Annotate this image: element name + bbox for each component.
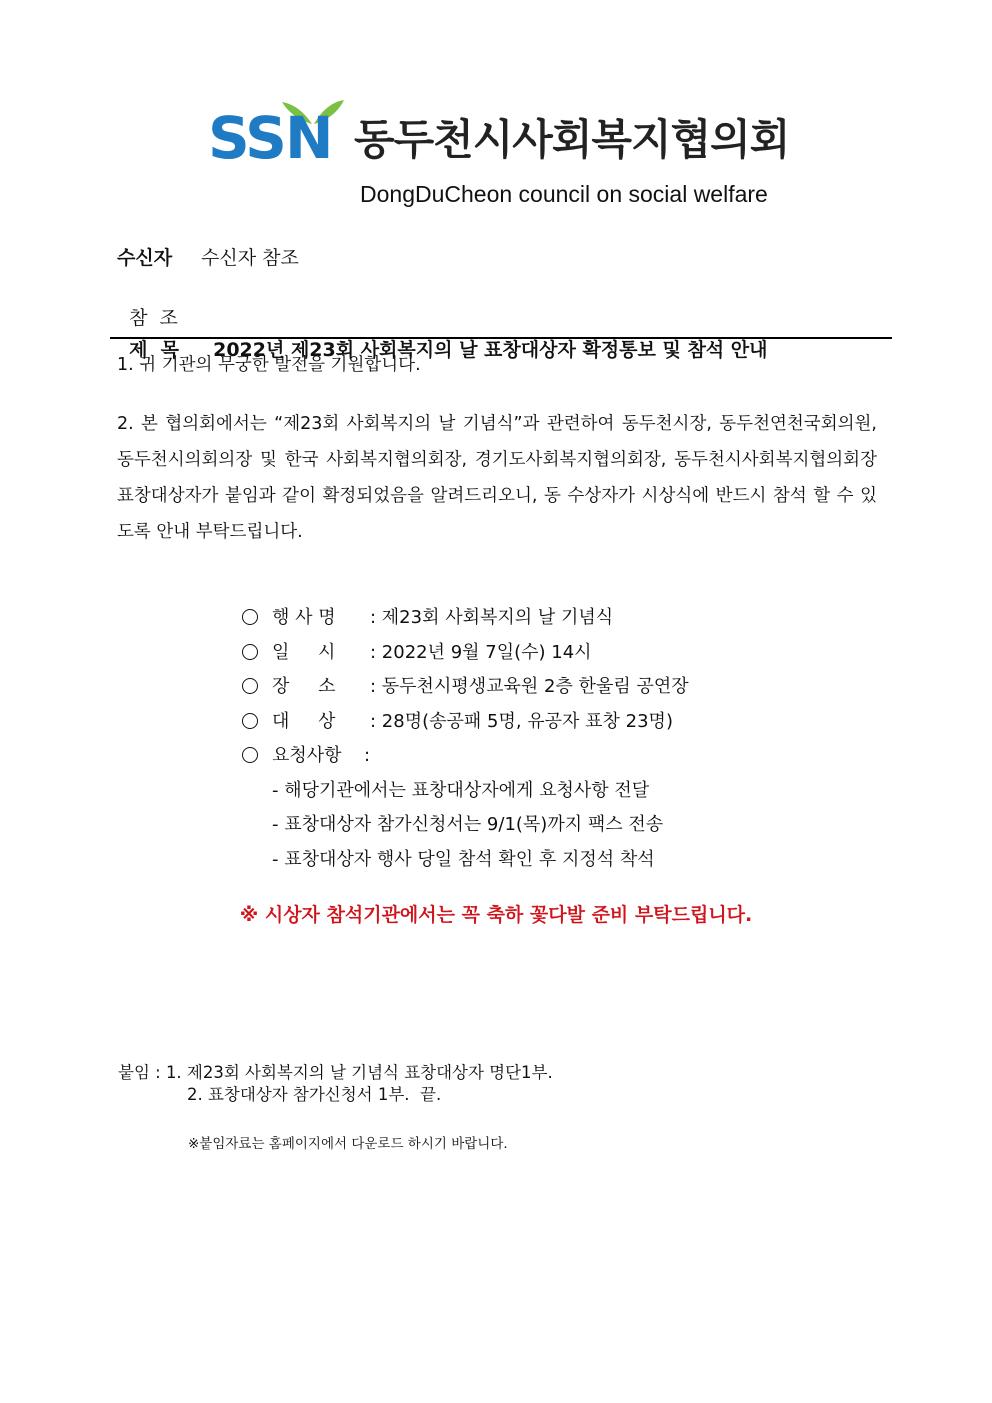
circle-bullet-icon [242, 713, 258, 729]
attachment-label: 붙임 : [118, 1063, 161, 1082]
request-item: - 해당기관에서는 표창대상자에게 요청사항 전달 [272, 779, 650, 801]
detail-item-target [242, 705, 689, 740]
header-divider [110, 337, 892, 339]
request-item: - 표창대상자 행사 당일 참석 확인 후 지정석 착석 [272, 848, 655, 870]
recipient-label: 수신자 [117, 247, 173, 269]
detail-label: 요청사항 [272, 745, 342, 766]
detail-item-location [242, 670, 689, 705]
paragraph-main: 2. 본 협의회에서는 “제23회 사회복지의 날 기념식”과 관련하여 동두천시장, 동두천연천국회의원, 동두천시의회의장 및 한국 사회복지협의회장, 경기도사회복지협의회장, 동두천시사회복지협의회장 표창대상자가 붙임과 같이 확정되었음을 알려드리오니, 동 수상자가 시상식에 반드시 참석 할 수 있도록 안내 부탁드립니다. [117, 414, 877, 542]
recipient-row [117, 245, 299, 271]
detail-label: 장 소 [272, 676, 336, 697]
subject-label: 제 목 [129, 339, 180, 361]
subject-value: 2022년 제23회 사회복지의 날 표창대상자 확정통보 및 참석 안내 [213, 339, 768, 361]
attachment-line-1 [118, 1062, 553, 1084]
paragraph-greeting: 1. 귀 기관의 무궁한 발전을 기원합니다. [117, 355, 421, 375]
circle-bullet-icon [242, 644, 258, 660]
recipient-value: 수신자 참조 [201, 247, 299, 269]
reference-label: 참 조 [129, 307, 178, 329]
detail-value: : 제23회 사회복지의 날 기념식 [370, 607, 614, 628]
attachments-section [118, 1062, 553, 1106]
attachment-item-2: 2. 표창대상자 참가신청서 1부. 끝. [187, 1085, 442, 1104]
detail-value: : [364, 745, 371, 766]
logo-mark-text: SSN [208, 104, 332, 172]
detail-value: : 2022년 9월 7일(수) 14시 [370, 641, 592, 663]
detail-item-requests [242, 739, 689, 774]
detail-value: : 동두천시평생교육원 2층 한울림 공연장 [370, 676, 689, 697]
organization-name-english: DongDuCheon council on social welfare [360, 181, 768, 207]
highlight-notice: ※ 시상자 참석기관에서는 꼭 축하 꽃다발 준비 부탁드립니다. [239, 904, 753, 926]
attachment-item-1: 1. 제23회 사회복지의 날 기념식 표창대상자 명단1부. [165, 1063, 553, 1082]
circle-bullet-icon [242, 747, 258, 763]
detail-value: : 28명(송공패 5명, 유공자 표창 23명) [370, 710, 673, 732]
detail-label: 일 시 [272, 641, 336, 663]
detail-item-date [242, 636, 689, 671]
detail-item-event-name [242, 601, 689, 636]
detail-label: 행 사 명 [272, 607, 336, 628]
organization-name-korean: 동두천시사회복지협의회 [354, 115, 790, 164]
circle-bullet-icon [242, 678, 258, 694]
organization-logo [204, 94, 794, 210]
request-item: - 표창대상자 참가신청서는 9/1(목)까지 팩스 전송 [272, 814, 664, 835]
download-note: ※붙임자료는 홈페이지에서 다운로드 하시기 바랍니다. [188, 1136, 508, 1152]
detail-label: 대 상 [272, 710, 336, 732]
circle-bullet-icon [242, 609, 258, 625]
event-details [242, 601, 689, 877]
